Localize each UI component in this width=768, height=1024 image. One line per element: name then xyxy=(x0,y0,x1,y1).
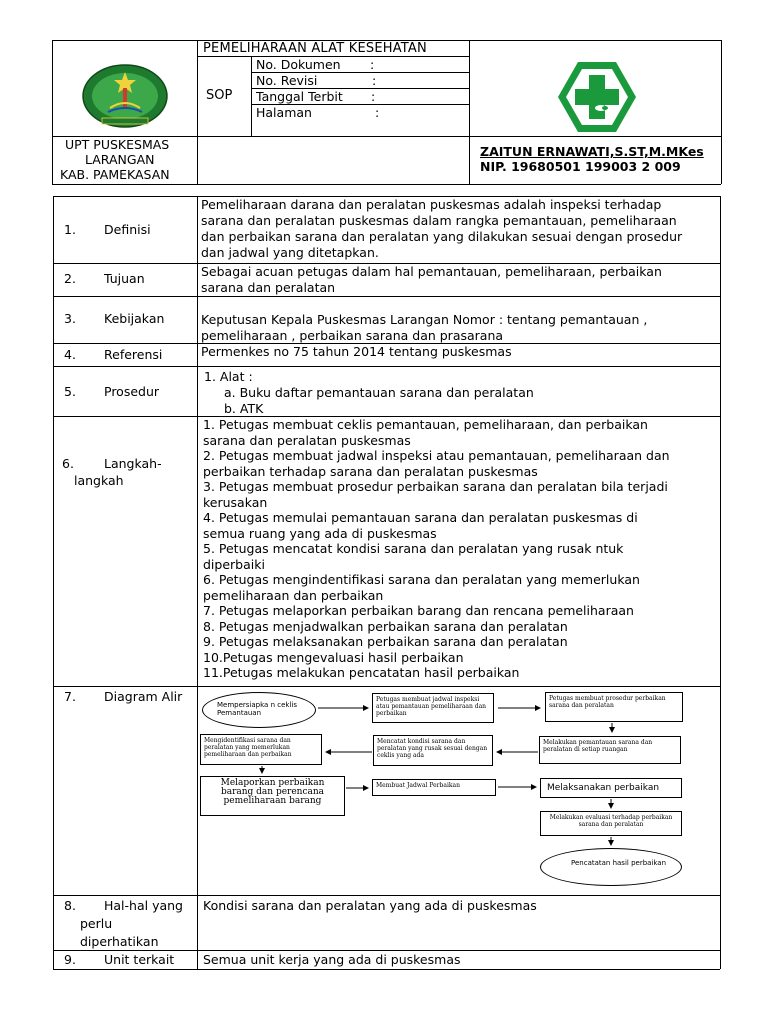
flow-start-oval: Mempersiapka n ceklis Pemantauan xyxy=(202,692,316,728)
referensi-text-line: Permenkes no 75 tahun 2014 tentang puskesmas xyxy=(201,344,512,359)
row-number: 5. xyxy=(64,384,76,399)
flow-step-box: Mengidentifikasi sarana dan peralatan yang memerlukan pemeliharaan dan perbaikan xyxy=(200,734,322,765)
prosedur-text-line: a. Buku daftar pemantauan sarana dan peralatan xyxy=(224,385,534,400)
langkah-step-line: diperbaiki xyxy=(203,556,265,572)
row-label-definisi: Definisi xyxy=(104,222,151,237)
row-label-kebijakan: Kebijakan xyxy=(104,311,165,326)
kebijakan-text-line: Keputusan Kepala Puskesmas Larangan Nomor : tentang pemantauan , xyxy=(201,312,648,327)
langkah-step-line: 5. Petugas mencatat kondisi sarana dan peralatan yang rusak ntuk xyxy=(203,541,624,556)
flow-step-box: Melaporkan perbaikan barang dan perencana pemeliharaan barang xyxy=(200,776,345,816)
langkah-step-line: 1. Petugas membuat ceklis pemantauan, pemeliharaan, dan perbaikan xyxy=(203,417,648,432)
row-number: 3. xyxy=(64,311,76,326)
flow-step-box: Petugas membuat prosedur perbaikan sarana dan peralatan xyxy=(545,692,683,722)
row-number: 6. xyxy=(62,456,74,471)
org-name-line: LARANGAN xyxy=(85,152,155,167)
definisi-text-line: sarana dan peralatan puskesmas dalam rangka pemantauan, pemeliharaan xyxy=(201,213,677,228)
langkah-step-line: kerusakan xyxy=(203,494,268,510)
langkah-step-line: 6. Petugas mengindentifikasi sarana dan peralatan yang memerlukan xyxy=(203,572,640,587)
field-halaman: Halaman xyxy=(256,105,312,120)
prosedur-text-line: 1. Alat : xyxy=(204,369,253,384)
flow-step-box: Melaksanakan perbaikan xyxy=(540,778,682,798)
unit-terkait-text-line: Semua unit kerja yang ada di puskesmas xyxy=(203,952,461,967)
field-sep: : xyxy=(370,57,375,72)
flow-end-oval: Pencatatan hasil perbaikan xyxy=(540,848,682,886)
signer-name: ZAITUN ERNAWATI,S.ST,M.MKes xyxy=(480,144,704,159)
definisi-text-line: dan jadwal yang ditetapkan. xyxy=(201,245,379,260)
row-label-unit-terkait: Unit terkait xyxy=(104,952,175,967)
row-label-referensi: Referensi xyxy=(104,347,163,362)
langkah-step-line: semua ruang yang ada di puskesmas xyxy=(203,525,437,541)
langkah-step-line: 2. Petugas membuat jadwal inspeksi atau pemantauan, pemeliharaan dan xyxy=(203,448,670,463)
prosedur-text-line: b. ATK xyxy=(224,401,264,416)
org-name-line: UPT PUSKESMAS xyxy=(65,137,170,152)
row-label-hal-hal: Hal-hal yang xyxy=(104,898,183,913)
field-sep: : xyxy=(372,73,377,88)
row-label-langkah: Langkah- xyxy=(104,456,162,471)
row-number: 9. xyxy=(64,952,76,967)
flow-step-box: Membuat Jadwal Perbaikan xyxy=(372,779,496,796)
langkah-step-line: 11.Petugas melakukan pencatatan hasil perbaikan xyxy=(203,665,520,680)
flow-step-box: Melakukan pemantauan sarana dan peralatan di setiap ruangan xyxy=(539,736,681,764)
langkah-step-line: pemeliharaan dan perbaikan xyxy=(203,587,384,603)
row-number: 8. xyxy=(64,898,76,913)
langkah-step-line: 10.Petugas mengevaluasi hasil perbaikan xyxy=(203,649,464,665)
flow-step-box: Mencatat kondisi sarana dan peralatan yang rusak sesuai dengan ceklis yang ada xyxy=(373,735,493,766)
kebijakan-text-line: pemeliharaan , perbaikan sarana dan prasarana xyxy=(201,328,504,343)
row-number: 1. xyxy=(64,222,76,237)
sop-label: SOP xyxy=(206,88,233,103)
langkah-step-line: 7. Petugas melaporkan perbaikan barang dan rencana pemeliharaan xyxy=(203,603,634,618)
row-label-hal-hal: diperhatikan xyxy=(80,934,159,949)
org-name-line: KAB. PAMEKASAN xyxy=(60,167,170,182)
document-title: PEMELIHARAAN ALAT KESEHATAN xyxy=(203,41,427,56)
row-label-hal-hal: perlu xyxy=(80,916,113,931)
tujuan-text-line: sarana dan peralatan xyxy=(201,280,336,295)
field-sep: : xyxy=(371,89,376,104)
hal-hal-text-line: Kondisi sarana dan peralatan yang ada di puskesmas xyxy=(203,898,537,913)
row-label-langkah: langkah xyxy=(74,473,124,488)
row-label-prosedur: Prosedur xyxy=(104,384,160,399)
tujuan-text-line: Sebagai acuan petugas dalam hal pemantauan, pemeliharaan, perbaikan xyxy=(201,264,662,279)
field-sep: : xyxy=(375,105,380,120)
field-no-dokumen: No. Dokumen xyxy=(256,57,341,72)
langkah-step-line: 9. Petugas melaksanakan perbaikan sarana dan peralatan xyxy=(203,634,568,649)
row-label-tujuan: Tujuan xyxy=(104,271,145,286)
row-number: 7. xyxy=(64,689,76,704)
field-tanggal-terbit: Tanggal Terbit xyxy=(256,89,343,104)
flow-step-box: Melakukan evaluasi terhadap perbaikan sarana dan peralatan xyxy=(540,811,682,836)
row-number: 4. xyxy=(64,347,76,362)
langkah-step-line: 4. Petugas memulai pemantauan sarana dan peralatan puskesmas di xyxy=(203,510,638,525)
langkah-step-line: perbaikan terhadap sarana dan peralatan puskesmas xyxy=(203,463,538,479)
langkah-step-line: sarana dan peralatan puskesmas xyxy=(203,432,411,448)
definisi-text-line: Pemeliharaan darana dan peralatan puskesmas adalah inspeksi terhadap xyxy=(201,197,662,212)
signer-nip: NIP. 19680501 199003 2 009 xyxy=(480,159,681,174)
row-number: 2. xyxy=(64,271,76,286)
definisi-text-line: dan perbaikan sarana dan peralatan yang dilakukan sesuai dengan prosedur xyxy=(201,229,683,244)
row-label-diagram-alir: Diagram Alir xyxy=(104,689,183,704)
field-no-revisi: No. Revisi xyxy=(256,73,318,88)
langkah-step-line: 3. Petugas membuat prosedur perbaikan sarana dan peralatan bila terjadi xyxy=(203,479,668,494)
flow-step-box: Petugas membuat jadwal inspeksi atau pemantauan pemeliharaan dan perbaikan xyxy=(372,693,494,723)
langkah-step-line: 8. Petugas menjadwalkan perbaikan sarana dan peralatan xyxy=(203,618,568,634)
